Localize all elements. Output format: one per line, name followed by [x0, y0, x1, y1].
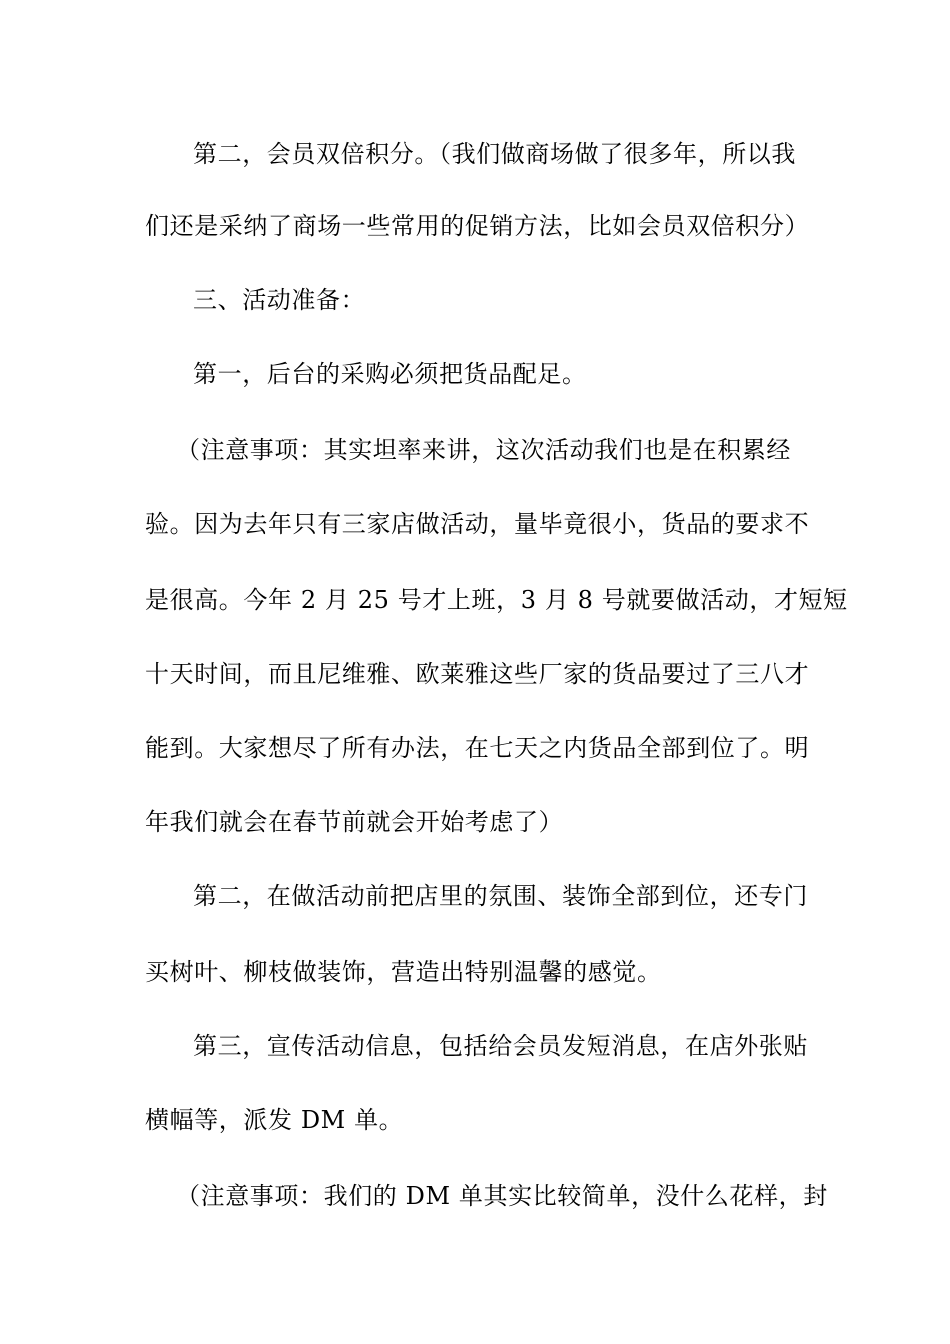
paragraph-line: 第二，在做活动前把店里的氛围、装饰全部到位，还专门: [193, 882, 808, 910]
paragraph-line: 验。因为去年只有三家店做活动，量毕竟很小，货品的要求不: [145, 510, 810, 538]
paragraph-line: 十天时间，而且尼维雅、欧莱雅这些厂家的货品要过了三八才: [145, 660, 810, 688]
paragraph-line: 是很高。今年 2 月 25 号才上班，3 月 8 号就要做活动，才短短: [145, 586, 848, 614]
paragraph-line: 能到。大家想尽了所有办法，在七天之内货品全部到位了。明: [145, 734, 810, 762]
paragraph-line: 横幅等，派发 DM 单。: [145, 1106, 404, 1134]
paragraph-line: 第二，会员双倍积分。（我们做商场做了很多年，所以我: [193, 140, 796, 168]
paragraph-line: （注意事项：我们的 DM 单其实比较简单，没什么花样，封: [176, 1182, 828, 1210]
paragraph-line: 们还是采纳了商场一些常用的促销方法，比如会员双倍积分）: [145, 212, 810, 240]
paragraph-line: 买树叶、柳枝做装饰，营造出特别温馨的感觉。: [145, 958, 662, 986]
paragraph-line: 第三，宣传活动信息，包括给会员发短消息，在店外张贴: [193, 1032, 808, 1060]
paragraph-line: 第一，后台的采购必须把货品配足。: [193, 360, 587, 388]
section-heading: 三、活动准备：: [193, 286, 366, 314]
paragraph-line: （注意事项：其实坦率来讲，这次活动我们也是在积累经: [176, 436, 791, 464]
paragraph-line: 年我们就会在春节前就会开始考虑了）: [145, 808, 564, 836]
